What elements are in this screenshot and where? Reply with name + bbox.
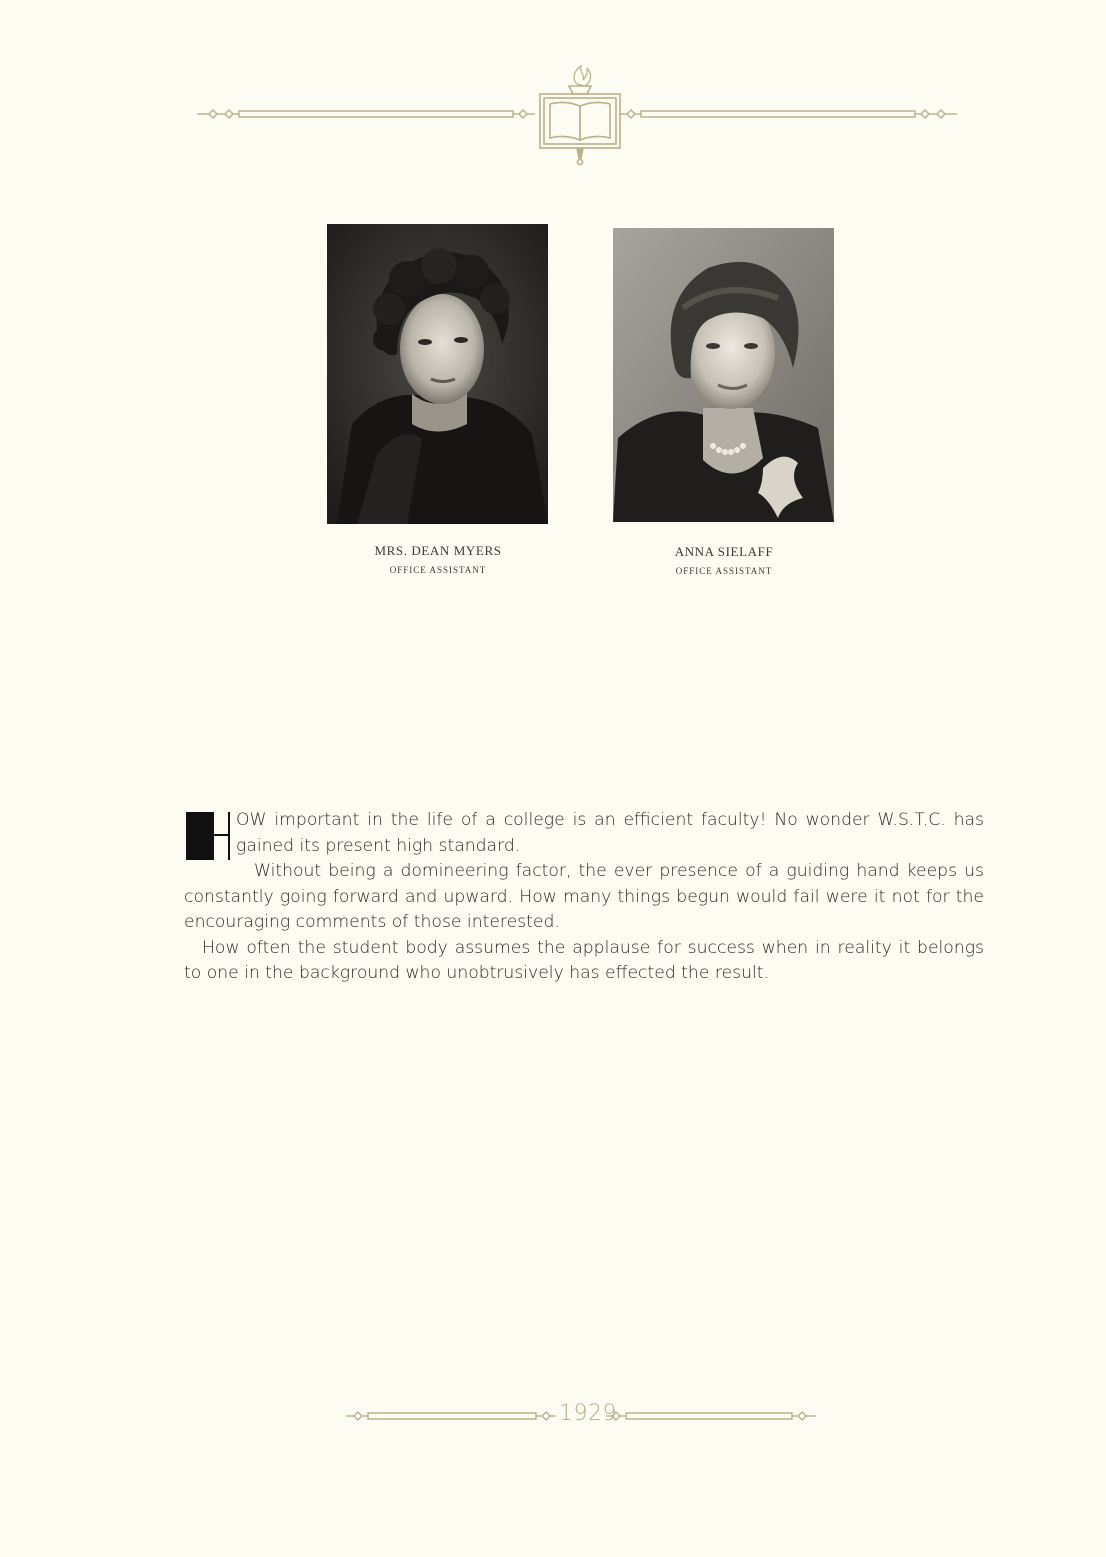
- portrait-photo: [613, 228, 834, 522]
- portrait-role: OFFICE ASSISTANT: [675, 566, 773, 576]
- article-paragraph: How often the student body assumes the applause for success when in reality it belongs to one in the background who unobtrusively has effected the result.: [184, 937, 984, 983]
- portrait-photo: [327, 224, 548, 524]
- portrait-name: ANNA SIELAFF: [674, 544, 774, 559]
- torch-book-icon: [540, 66, 620, 165]
- article-paragraph: [184, 808, 984, 859]
- article-paragraph: Without being a domineering factor, the ever presence of a guiding hand keeps us constantly going forward and upward. How many things begun would fail were it not for the encouraging comments of those interested.: [184, 861, 984, 932]
- article-paragraph-text: OW important in the life of a college is an efficient faculty! No wonder W.S.T.C. has gained its present high standard.: [236, 810, 984, 856]
- portrait-caption: [594, 544, 854, 576]
- portrait-caption: [308, 543, 568, 575]
- dropcap-letter: [184, 810, 232, 860]
- header-ornament: [195, 62, 960, 170]
- portrait-name: MRS. DEAN MYERS: [374, 543, 502, 558]
- portrait-role: OFFICE ASSISTANT: [389, 565, 487, 575]
- footer-year: 1929: [559, 1401, 617, 1426]
- article-text: [184, 808, 984, 987]
